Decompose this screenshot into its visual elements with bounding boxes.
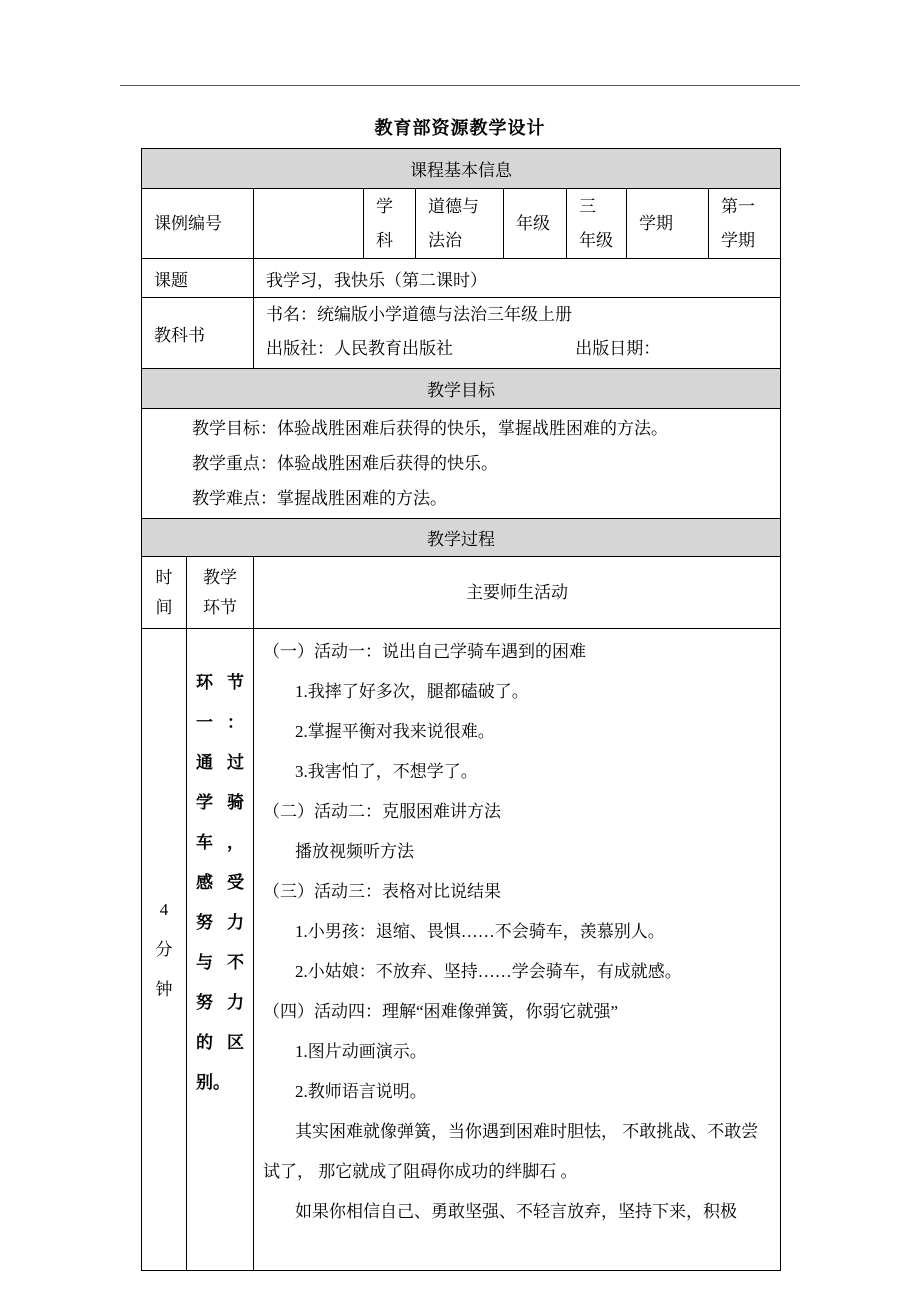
- process-header-row: [142, 519, 781, 557]
- col-header-activity: 主要师生活动: [254, 557, 781, 629]
- process-header: 教学过程: [142, 519, 781, 557]
- time-value: 4分钟: [155, 899, 173, 999]
- activity-line: 其实困难就像弹簧，当你遇到困难时胆怯， 不敢挑战、不敢尝试了， 那它就成了阻碍你成功的绊脚石 。: [263, 1122, 759, 1181]
- textbook-value-cell: [254, 298, 781, 369]
- col-header-stage: 教学环节: [187, 557, 254, 629]
- textbook-row: [142, 298, 781, 369]
- grade-value-text: 三 年级: [579, 196, 613, 250]
- activity-line: 1.小男孩：退缩、畏惧……不会骑车，羡慕别人。: [295, 922, 665, 941]
- activity-line: 1.我摔了好多次，腿都磕破了。: [295, 682, 529, 701]
- lesson-no-value-cell: [254, 189, 364, 259]
- objective-line: 教学难点：掌握战胜困难的方法。: [192, 489, 447, 508]
- objectives-header: 教学目标: [142, 369, 781, 409]
- basic-info-header: 课程基本信息: [142, 149, 781, 189]
- basic-info-header-row: [142, 149, 781, 189]
- objective-line: 教学重点：体验战胜困难后获得的快乐。: [192, 454, 498, 473]
- basic-info-row: [142, 189, 781, 259]
- term-value-cell: 第一学期: [709, 189, 781, 259]
- activity-line: 3.我害怕了，不想学了。: [295, 762, 478, 781]
- textbook-date-label: 出版日期：: [575, 339, 661, 358]
- activity-line: 如果你相信自己、勇敢坚强、不轻言放弃，坚持下来，积极: [295, 1202, 737, 1221]
- time-cell: [142, 629, 187, 1271]
- topic-row: [142, 259, 781, 298]
- topic-label-cell: 课题: [142, 259, 254, 298]
- lesson-plan-table: [141, 148, 781, 1271]
- objectives-row: [142, 409, 781, 519]
- activity-line: （二）活动二：克服困难讲方法: [263, 802, 501, 821]
- activity-cell: [254, 629, 781, 1271]
- activity-line: （一）活动一：说出自己学骑车遇到的困难: [263, 642, 586, 661]
- textbook-label-cell: 教科书: [142, 298, 254, 369]
- activity-line: 2.小姑娘：不放弃、坚持……学会骑车，有成就感。: [295, 962, 682, 981]
- document-title: 教育部资源教学设计: [374, 118, 546, 138]
- process-body-row: [142, 629, 781, 1271]
- grade-value-cell: [567, 189, 627, 259]
- topic-value-cell: 我学习，我快乐（第二课时）: [254, 259, 781, 298]
- grade-label-cell: 年级: [504, 189, 567, 259]
- activity-line: （三）活动三：表格对比说结果: [263, 882, 501, 901]
- stage-value: 环节一：通过学骑车，感受努力与不努力的区别。: [196, 673, 244, 1092]
- subject-value-cell: 道德与法治: [416, 189, 504, 259]
- activity-line: （四）活动四：理解“困难像弹簧，你弱它就强”: [263, 1002, 619, 1021]
- col-header-time: 时间: [142, 557, 187, 629]
- activity-line: 2.掌握平衡对我来说很难。: [295, 722, 495, 741]
- page-header-rule: [120, 85, 800, 86]
- textbook-publisher: 出版社：人民教育出版社: [266, 339, 453, 358]
- process-columns-row: [142, 557, 781, 629]
- subject-label-cell: 学科: [364, 189, 416, 259]
- objectives-header-row: [142, 369, 781, 409]
- activity-line: 播放视频听方法: [295, 842, 414, 861]
- term-label-cell: 学期: [627, 189, 709, 259]
- lesson-no-label-cell: 课例编号: [142, 189, 254, 259]
- objectives-body-cell: [142, 409, 781, 519]
- stage-cell: [187, 629, 254, 1271]
- textbook-publisher-line: [266, 332, 768, 366]
- objective-line: 教学目标：体验战胜困难后获得的快乐，掌握战胜困难的方法。: [192, 419, 668, 438]
- activity-line: 1.图片动画演示。: [295, 1042, 427, 1061]
- textbook-book-line: 书名：统编版小学道德与法治三年级上册: [266, 305, 572, 324]
- activity-line: 2.教师语言说明。: [295, 1082, 427, 1101]
